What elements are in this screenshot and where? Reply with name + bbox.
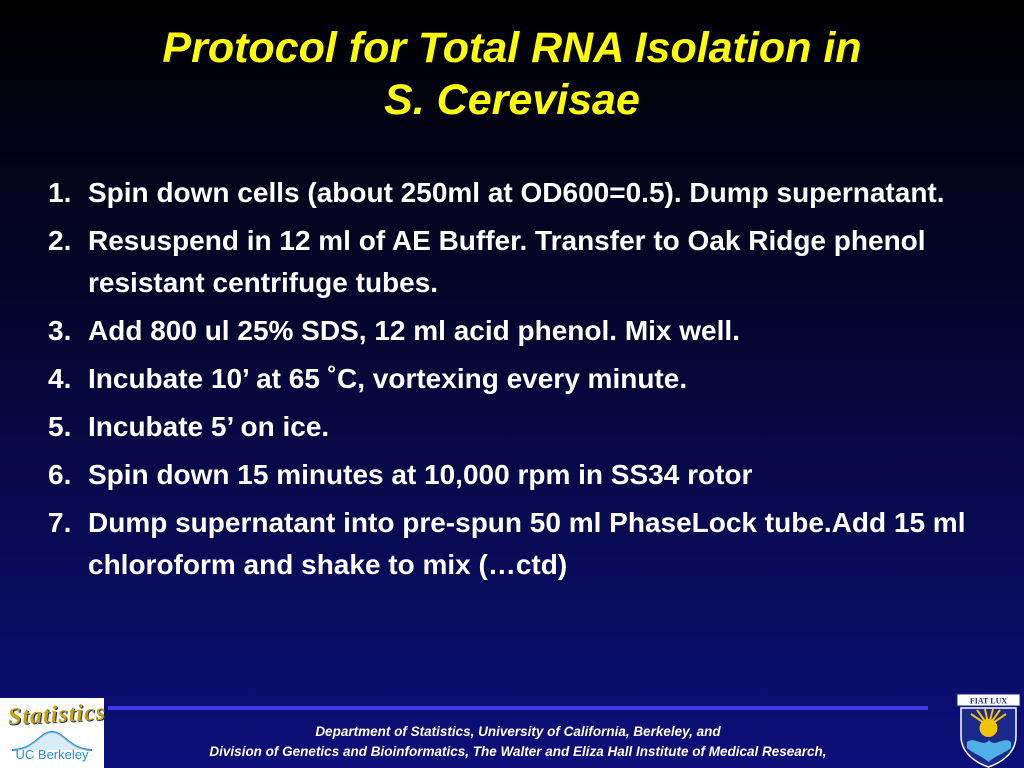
- step-number: 1.: [48, 177, 72, 208]
- step-text: Spin down 15 minutes at 10,000 rpm in SS34 rotor: [88, 459, 753, 490]
- title-line-1: Protocol for Total RNA Isolation in: [162, 24, 862, 72]
- step-number: 2.: [48, 225, 72, 256]
- logo-subtitle: UC Berkeley: [15, 747, 89, 762]
- protocol-step: [48, 502, 978, 586]
- statistics-logo: [0, 698, 107, 768]
- protocol-step: [48, 358, 978, 400]
- protocol-step: [48, 220, 978, 304]
- footer-credits: [108, 722, 928, 762]
- footer-line-2: Division of Genetics and Bioinformatics, The Walter and Eliza Hall Institute of Medical Research,: [209, 744, 827, 759]
- step-number: 3.: [48, 315, 72, 346]
- step-number: 7.: [48, 507, 72, 538]
- step-text: Dump supernatant into pre-spun 50 ml PhaseLock tube.Add 15 ml chloroform and shake to mix (…ctd): [88, 507, 966, 580]
- step-number: 6.: [48, 459, 72, 490]
- protocol-step: [48, 406, 978, 448]
- step-number: 5.: [48, 411, 72, 442]
- protocol-step: [48, 310, 978, 352]
- uc-seal-icon: [953, 692, 1024, 768]
- slide-title: [0, 22, 1024, 126]
- footer-line-1: Department of Statistics, University of California, Berkeley, and: [315, 724, 721, 739]
- crest-motto: FIAT LUX: [969, 696, 1008, 706]
- protocol-step: [48, 454, 978, 496]
- protocol-steps: [48, 172, 978, 592]
- step-text: Incubate 10’ at 65 ˚C, vortexing every minute.: [88, 363, 688, 394]
- step-text: Spin down cells (about 250ml at OD600=0.5). Dump supernatant.: [88, 177, 945, 208]
- step-text: Incubate 5’ on ice.: [88, 411, 330, 442]
- footer-divider: [108, 706, 928, 710]
- step-text: Resuspend in 12 ml of AE Buffer. Transfer to Oak Ridge phenol resistant centrifuge tubes.: [88, 225, 926, 298]
- logo-wordmark: Statistics: [7, 699, 107, 731]
- protocol-step: [48, 172, 978, 214]
- title-line-2: S. Cerevisae: [384, 76, 640, 124]
- step-number: 4.: [48, 363, 72, 394]
- step-text: Add 800 ul 25% SDS, 12 ml acid phenol. Mix well.: [88, 315, 740, 346]
